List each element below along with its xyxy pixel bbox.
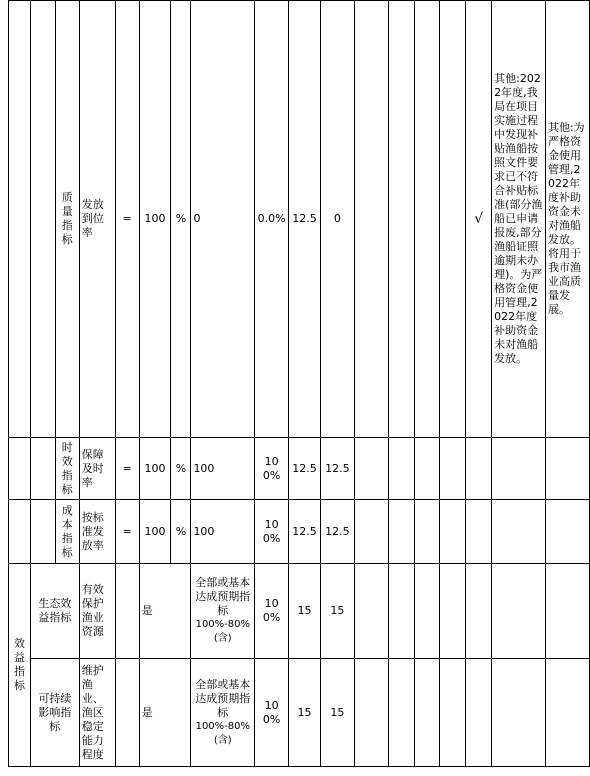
level3-cell: 按标准发放率 [79, 500, 115, 564]
blank-cell [492, 500, 546, 564]
actual-sub-text: 100%-80%(含) [195, 619, 251, 644]
blank-cell [466, 659, 492, 767]
blank-cell [414, 564, 440, 659]
rate-cell: 100% [255, 438, 289, 500]
row-sustainability [9, 659, 590, 767]
level1-cell-top [9, 500, 31, 564]
score-cell: 12.5 [320, 500, 354, 564]
score-cell: 15 [320, 564, 354, 659]
operator-cell: = [115, 438, 139, 500]
rate-cell: 100% [255, 500, 289, 564]
target-cell: 是 [139, 564, 191, 659]
blank-cell [388, 659, 414, 767]
actual-cell [191, 564, 255, 659]
target-cell: 100 [139, 1, 171, 438]
blank-cell [354, 659, 388, 767]
blank-cell [388, 500, 414, 564]
blank-cell [545, 438, 589, 500]
blank-cell [466, 564, 492, 659]
weight-cell: 15 [289, 564, 321, 659]
blank-cell [388, 564, 414, 659]
blank-cell [466, 438, 492, 500]
blank-cell [414, 438, 440, 500]
weight-cell: 12.5 [289, 438, 321, 500]
operator-cell: = [115, 1, 139, 438]
score-cell: 15 [320, 659, 354, 767]
actual-main-text: 全部或基本达成预期指标 [195, 677, 251, 719]
level1-cell-top [9, 1, 31, 438]
score-cell: 0 [320, 1, 354, 438]
blank-cell [440, 659, 466, 767]
blank-cell [466, 500, 492, 564]
score-cell: 12.5 [320, 438, 354, 500]
actual-cell [191, 659, 255, 767]
blank-cell [545, 500, 589, 564]
unit-cell: % [171, 500, 191, 564]
level1-cell-benefit: 效益指标 [9, 564, 31, 767]
actual-cell: 0 [191, 1, 255, 438]
spacer-cell [30, 1, 55, 438]
operator-cell [115, 659, 139, 767]
target-cell: 100 [139, 500, 171, 564]
spacer-cell [30, 438, 55, 500]
weight-cell: 12.5 [289, 500, 321, 564]
blank-cell [414, 1, 440, 438]
performance-indicator-table [8, 0, 590, 767]
blank-cell [414, 659, 440, 767]
level3-cell: 有效保护渔业资源 [79, 564, 115, 659]
operator-cell: = [115, 500, 139, 564]
blank-cell [545, 564, 589, 659]
blank-cell [492, 564, 546, 659]
improvement-cell: 其他:为严格资金使用管理,2022年度补助资金未对渔船发放。将用于我市渔业高质量发展。 [545, 1, 589, 438]
rate-cell: 0.0% [255, 1, 289, 438]
blank-cell [388, 438, 414, 500]
level2-cell: 可持续影响指标 [30, 659, 79, 767]
check-mark-cell: √ [466, 1, 492, 438]
operator-cell [115, 564, 139, 659]
blank-cell [545, 659, 589, 767]
blank-cell [440, 438, 466, 500]
level1-cell-top [9, 438, 31, 500]
weight-cell: 15 [289, 659, 321, 767]
row-timeliness [9, 438, 590, 500]
actual-cell: 100 [191, 438, 255, 500]
blank-cell [492, 438, 546, 500]
unit-cell: % [171, 1, 191, 438]
blank-cell [354, 438, 388, 500]
blank-cell [440, 1, 466, 438]
actual-main-text: 全部或基本达成预期指标 [195, 576, 251, 617]
row-quality [9, 1, 590, 438]
level2-cell: 时效指标 [55, 438, 79, 500]
target-cell: 100 [139, 438, 171, 500]
blank-cell [414, 500, 440, 564]
actual-sub-text: 100%-80%(含) [195, 720, 251, 746]
target-cell: 是 [139, 659, 191, 767]
level3-cell: 维护渔业、渔区稳定能力程度 [79, 659, 115, 767]
blank-cell [388, 1, 414, 438]
level2-cell: 质量指标 [55, 1, 79, 438]
blank-cell [440, 500, 466, 564]
rate-cell: 100% [255, 564, 289, 659]
blank-cell [354, 564, 388, 659]
level3-cell: 发放到位率 [79, 1, 115, 438]
blank-cell [492, 659, 546, 767]
level3-cell: 保障及时率 [79, 438, 115, 500]
unit-cell: % [171, 438, 191, 500]
row-cost [9, 500, 590, 564]
weight-cell: 12.5 [289, 1, 321, 438]
blank-cell [440, 564, 466, 659]
level2-cell: 成本指标 [55, 500, 79, 564]
level2-cell: 生态效益指标 [30, 564, 79, 659]
spacer-cell [30, 500, 55, 564]
rate-cell: 100% [255, 659, 289, 767]
blank-cell [354, 500, 388, 564]
blank-cell [354, 1, 388, 438]
actual-cell: 100 [191, 500, 255, 564]
reason-cell: 其他:2022年度,我局在项目实施过程中发现补贴渔船按照文件要求已不符合补贴标准(部分渔船已申请报废,部分渔船证照逾期未办理)。为严格资金使用管理,2022年度补助资金未对渔船发放。 [492, 1, 546, 438]
row-ecology [9, 564, 590, 659]
